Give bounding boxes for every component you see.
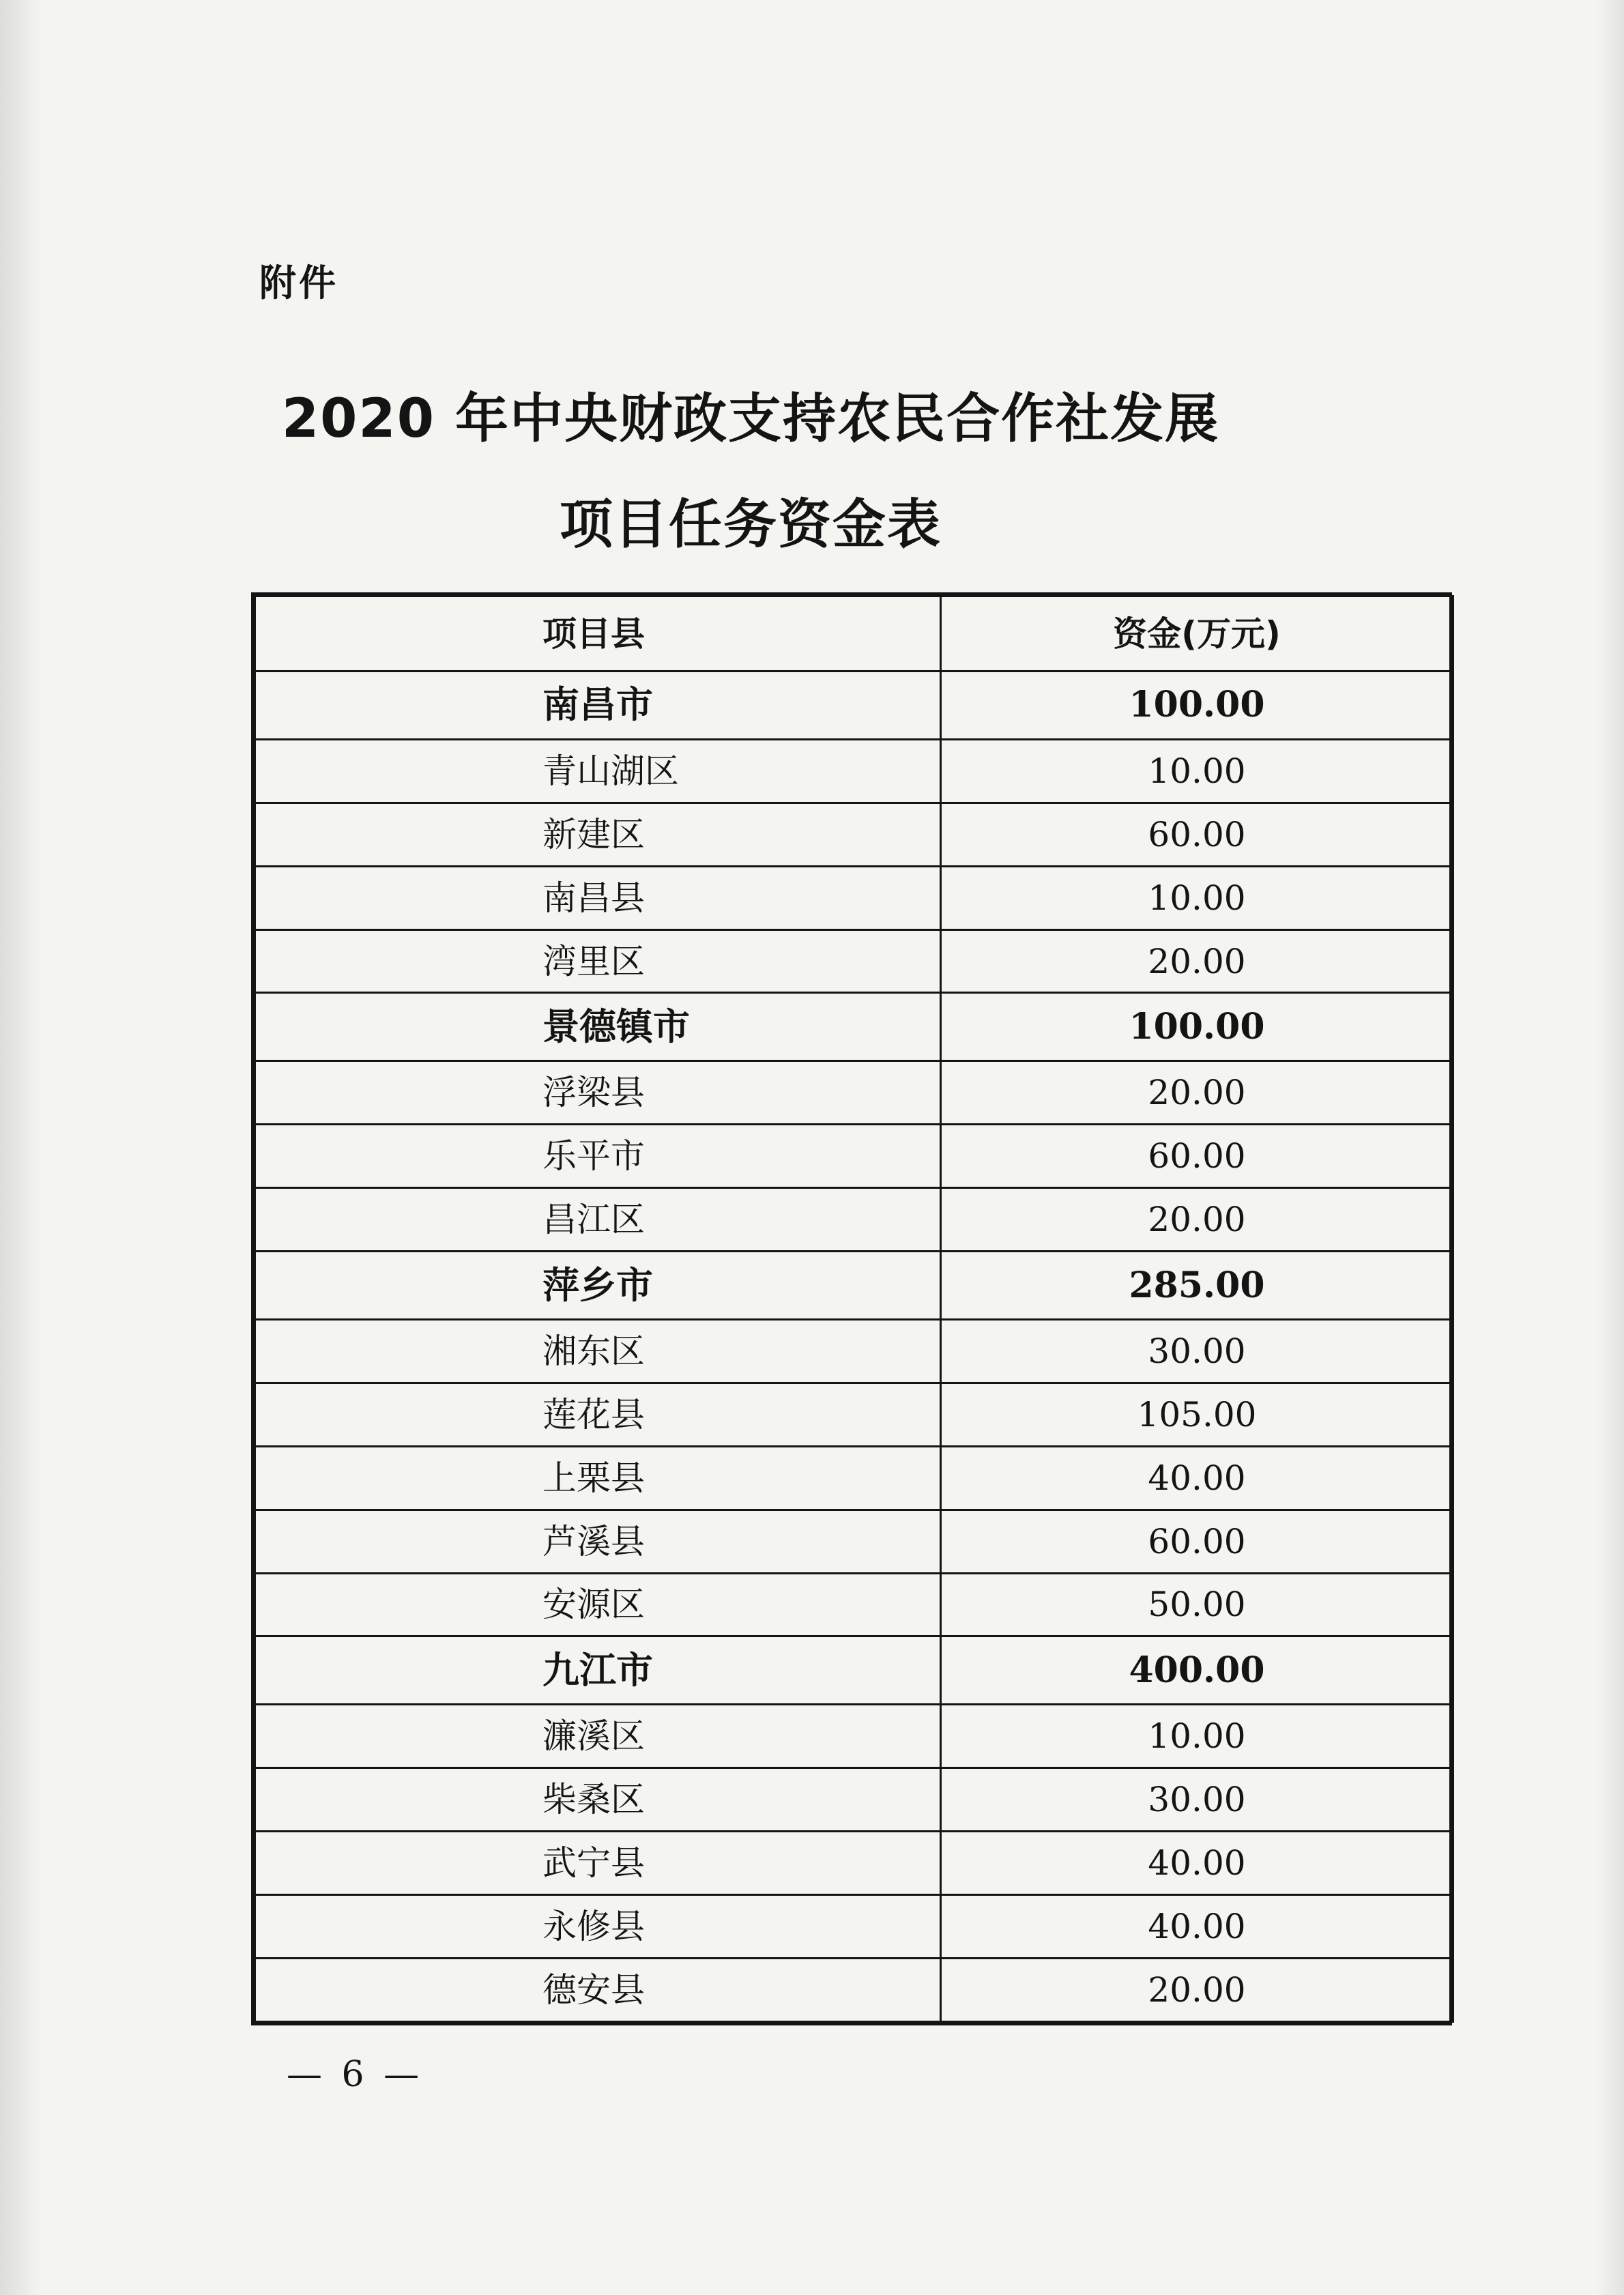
county-name-cell: 新建区 xyxy=(255,803,941,866)
county-row xyxy=(255,1125,1453,1188)
attachment-label: 附件 xyxy=(259,261,338,304)
page-edge-left xyxy=(0,0,41,2295)
county-name-cell: 柴桑区 xyxy=(255,1768,941,1832)
county-row xyxy=(255,1188,1453,1252)
county-fund-cell: 30.00 xyxy=(941,1319,1453,1383)
county-column-header: 项目县 xyxy=(255,596,941,672)
county-name-cell: 濂溪区 xyxy=(255,1705,941,1768)
county-fund-cell: 40.00 xyxy=(941,1446,1453,1510)
county-name-cell: 德安县 xyxy=(255,1958,941,2021)
county-name-cell: 浮梁县 xyxy=(255,1061,941,1125)
table-header-row xyxy=(255,596,1453,672)
county-name-cell: 湾里区 xyxy=(255,929,941,993)
county-name-cell: 安源区 xyxy=(255,1573,941,1636)
city-fund-cell: 100.00 xyxy=(941,993,1453,1061)
county-name-cell: 永修县 xyxy=(255,1894,941,1958)
page-number: — 6 — xyxy=(287,2054,424,2095)
county-fund-cell: 60.00 xyxy=(941,803,1453,866)
county-fund-cell: 20.00 xyxy=(941,1061,1453,1125)
funding-table-grid xyxy=(254,595,1454,2023)
county-row xyxy=(255,1446,1453,1510)
county-row xyxy=(255,1319,1453,1383)
city-name-cell: 南昌市 xyxy=(255,672,941,740)
county-fund-cell: 105.00 xyxy=(941,1383,1453,1446)
county-row xyxy=(255,1958,1453,2021)
county-name-cell: 昌江区 xyxy=(255,1188,941,1252)
county-name-cell: 湘东区 xyxy=(255,1319,941,1383)
city-name-cell: 九江市 xyxy=(255,1636,941,1705)
county-name-cell: 上栗县 xyxy=(255,1446,941,1510)
county-name-cell: 乐平市 xyxy=(255,1125,941,1188)
county-row xyxy=(255,929,1453,993)
county-row xyxy=(255,1894,1453,1958)
county-row xyxy=(255,1061,1453,1125)
county-row xyxy=(255,1383,1453,1446)
county-fund-cell: 60.00 xyxy=(941,1125,1453,1188)
city-fund-cell: 285.00 xyxy=(941,1252,1453,1320)
county-name-cell: 芦溪县 xyxy=(255,1510,941,1573)
page-edge-right xyxy=(1597,0,1624,2295)
county-name-cell: 武宁县 xyxy=(255,1832,941,1895)
city-name-cell: 萍乡市 xyxy=(255,1252,941,1320)
fund-column-header: 资金(万元) xyxy=(941,596,1453,672)
county-row xyxy=(255,1510,1453,1573)
county-fund-cell: 10.00 xyxy=(941,866,1453,929)
county-row xyxy=(255,1573,1453,1636)
document-subtitle: 项目任务资金表 xyxy=(559,494,942,555)
county-name-cell: 南昌县 xyxy=(255,866,941,929)
county-fund-cell: 20.00 xyxy=(941,929,1453,993)
county-row xyxy=(255,1705,1453,1768)
city-row xyxy=(255,672,1453,740)
county-fund-cell: 50.00 xyxy=(941,1573,1453,1636)
funding-table xyxy=(251,592,1452,2025)
county-fund-cell: 40.00 xyxy=(941,1832,1453,1895)
county-fund-cell: 40.00 xyxy=(941,1894,1453,1958)
city-fund-cell: 400.00 xyxy=(941,1636,1453,1705)
county-row xyxy=(255,1768,1453,1832)
county-fund-cell: 20.00 xyxy=(941,1958,1453,2021)
city-row xyxy=(255,1252,1453,1320)
county-row xyxy=(255,1832,1453,1895)
county-fund-cell: 60.00 xyxy=(941,1510,1453,1573)
county-fund-cell: 10.00 xyxy=(941,739,1453,803)
county-name-cell: 莲花县 xyxy=(255,1383,941,1446)
document-title: 2020 年中央财政支持农民合作社发展 xyxy=(281,388,1220,450)
county-row xyxy=(255,866,1453,929)
city-name-cell: 景德镇市 xyxy=(255,993,941,1061)
county-fund-cell: 30.00 xyxy=(941,1768,1453,1832)
city-row xyxy=(255,993,1453,1061)
county-fund-cell: 10.00 xyxy=(941,1705,1453,1768)
county-fund-cell: 20.00 xyxy=(941,1188,1453,1252)
city-fund-cell: 100.00 xyxy=(941,672,1453,740)
county-row xyxy=(255,803,1453,866)
county-row xyxy=(255,739,1453,803)
table-body xyxy=(255,672,1453,2022)
county-name-cell: 青山湖区 xyxy=(255,739,941,803)
city-row xyxy=(255,1636,1453,1705)
